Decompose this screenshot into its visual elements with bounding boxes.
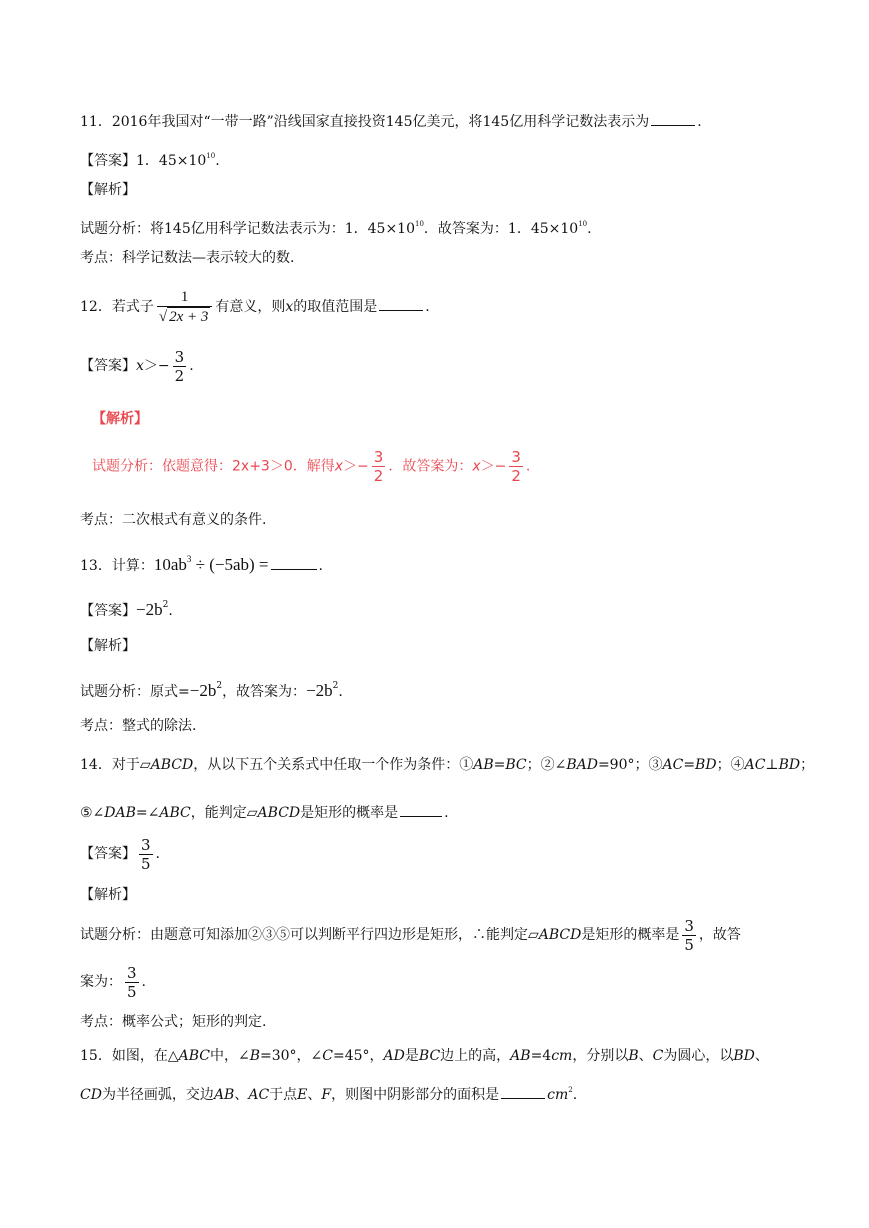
q13-answer: 【答案】$-2b^2$. — [80, 600, 173, 619]
q11-point: 考点：科学记数法—表示较大的数. — [80, 250, 295, 266]
q14-prompt-line2: ⑤∠DAB=∠ABC，能判定▱ABCD是矩形的概率是 . — [80, 805, 449, 821]
q12-analysis-image: 【解析】 试题分析：依题意得：2x+3＞0．解得x＞− $\frac{3}{2}$ ．故答案为：x＞− $\frac{3}{2}$ . — [92, 411, 531, 485]
q13-prompt: 13．计算：$10ab^3 \div (-5ab)$ = . — [80, 554, 323, 574]
q11-prompt: 11．2016年我国对“一带一路”沿线国家直接投资145亿美元，将145亿用科学记数法表示为 . — [80, 114, 702, 130]
q12-answer: 【答案】x＞− $\frac{3}{2}$ . — [80, 347, 194, 385]
q14-prompt-line1: 14．对于▱ABCD，从以下五个关系式中任取一个作为条件：①AB=BC；②∠BAD=90°；③AC=BD；④AC⊥BD； — [80, 757, 815, 773]
q14-analysis-label: 【解析】 — [80, 887, 136, 903]
answer-blank — [271, 568, 317, 570]
answer-blank — [501, 1097, 545, 1099]
q13-point: 考点：整式的除法. — [80, 718, 197, 734]
q14-analysis-line1: 试题分析：由题意可知添加②③⑤可以判断平行四边形是矩形，∴能判定▱ABCD是矩形的概率是 $\frac{3}{5}$ ，故答 — [80, 916, 741, 954]
q11-answer: 【答案】1．$45\times 10^{10}$. — [80, 152, 220, 169]
q14-analysis-line2: 案为： $\frac{3}{5}$ . — [80, 963, 146, 1001]
q13-analysis-label: 【解析】 — [80, 638, 136, 654]
q14-point: 考点：概率公式；矩形的判定. — [80, 1014, 267, 1030]
q13-analysis: 试题分析：原式$=-2b^2$，故答案为：$-2b^2$. — [80, 681, 343, 700]
q15-prompt-line2: CD为半径画弧，交边AB、AC于点E、F，则图中阴影部分的面积是 $cm^2$. — [80, 1086, 578, 1103]
answer-blank — [379, 309, 423, 311]
q12-prompt: 12．若式子 $\frac{1}{√ 2x + 3}$ 有意义，则x的取值范围是 . — [80, 289, 430, 325]
q14-answer: 【答案】 $\frac{3}{5}$ . — [80, 835, 160, 873]
q12-point: 考点：二次根式有意义的条件. — [80, 512, 267, 528]
q15-prompt-line1: 15．如图，在△ABC中，∠B=30°，∠C=45°，AD是BC边上的高，AB=4cm，分别以B、C为圆心，以BD、 — [80, 1048, 769, 1064]
answer-blank — [651, 124, 695, 126]
q12-fraction: $\frac{1}{√ 2x + 3}$ — [157, 288, 213, 326]
q11-analysis-label: 【解析】 — [80, 182, 136, 198]
q11-analysis: 试题分析：将145亿用科学记数法表示为：1．$45\times 10^{10}$．故答案为：1．$45\times 10^{10}$. — [80, 220, 592, 237]
answer-blank — [400, 815, 442, 817]
